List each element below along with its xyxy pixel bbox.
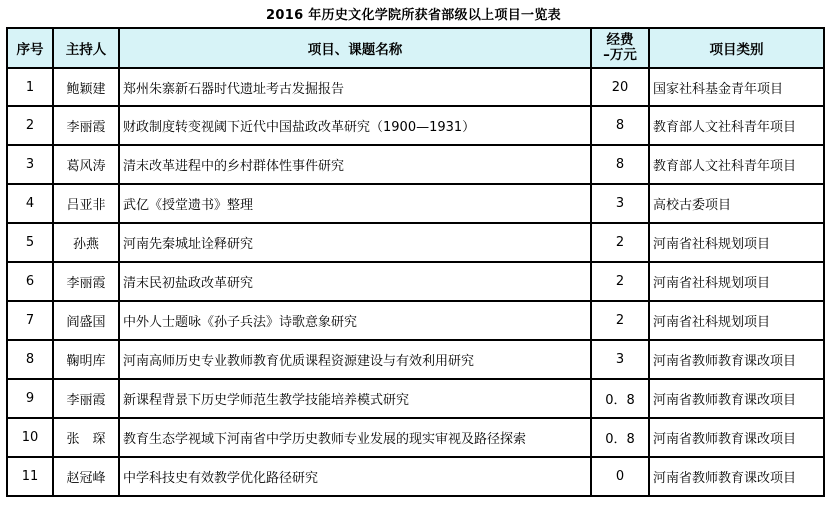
- cell-host: [53, 68, 119, 106]
- cell-host: [53, 262, 119, 301]
- cell-fund-text: 8: [615, 118, 625, 133]
- cell-host-text: 吕亚非: [66, 198, 106, 213]
- cell-name-text: 财政制度转变视阈下近代中国盐政改革研究（1900—1931）: [123, 120, 476, 135]
- cell-host: [53, 223, 119, 262]
- cell-name: [119, 418, 591, 457]
- cell-no: [7, 145, 53, 184]
- cell-fund: [591, 106, 649, 145]
- cell-name: [119, 223, 591, 262]
- cell-type-text: 高校古委项目: [653, 198, 732, 213]
- cell-fund: [591, 340, 649, 379]
- cell-fund-text: 2: [615, 274, 625, 289]
- table-row: [7, 223, 824, 262]
- cell-host-text: 李丽霞: [66, 393, 106, 408]
- table-row: [7, 418, 824, 457]
- cell-name: [119, 145, 591, 184]
- cell-no-text: 9: [25, 391, 35, 406]
- cell-fund: [591, 184, 649, 223]
- cell-name: [119, 262, 591, 301]
- cell-fund: [591, 262, 649, 301]
- header-row: [7, 28, 824, 68]
- cell-fund-text: 8: [615, 157, 625, 172]
- cell-type-text: 河南省社科规划项目: [653, 276, 771, 291]
- cell-host: [53, 184, 119, 223]
- cell-name: [119, 68, 591, 106]
- cell-name: [119, 379, 591, 418]
- header-fund-line1: 经费: [606, 32, 634, 48]
- cell-fund: [591, 457, 649, 496]
- cell-type: [649, 184, 824, 223]
- cell-fund-text: 0．8: [605, 393, 635, 408]
- cell-no: [7, 184, 53, 223]
- cell-name: [119, 301, 591, 340]
- cell-fund: [591, 418, 649, 457]
- cell-host: [53, 106, 119, 145]
- table-row: [7, 340, 824, 379]
- cell-type-text: 国家社科基金青年项目: [653, 81, 784, 97]
- cell-type: [649, 340, 824, 379]
- cell-no: [7, 262, 53, 301]
- cell-name-text: 清末民初盐政改革研究: [123, 276, 254, 291]
- cell-fund-text: 0．8: [605, 432, 635, 447]
- cell-type: [649, 223, 824, 262]
- cell-name-text: 武亿《授堂遗书》整理: [123, 198, 254, 213]
- cell-host: [53, 340, 119, 379]
- cell-no: [7, 301, 53, 340]
- cell-type-text: 河南省教师教育课改项目: [653, 393, 797, 408]
- cell-no-text: 11: [21, 469, 39, 484]
- table-row: [7, 457, 824, 496]
- cell-type-text: 教育部人文社科青年项目: [653, 120, 797, 135]
- cell-type-text: 河南省社科规划项目: [653, 315, 771, 330]
- table-row: [7, 68, 824, 106]
- cell-no-text: 4: [25, 196, 35, 211]
- table-row: [7, 145, 824, 184]
- cell-type: [649, 301, 824, 340]
- cell-name: [119, 184, 591, 223]
- cell-host-text: 李丽霞: [66, 276, 106, 291]
- cell-host: [53, 418, 119, 457]
- cell-fund-text: 20: [611, 79, 629, 95]
- header-fund: [591, 28, 649, 68]
- table-row: [7, 301, 824, 340]
- cell-host-text: 赵冠峰: [66, 471, 106, 486]
- cell-fund-text: 0: [615, 469, 625, 484]
- cell-fund-text: 3: [615, 196, 625, 211]
- table-row: [7, 106, 824, 145]
- cell-host: [53, 301, 119, 340]
- cell-type-text: 河南省教师教育课改项目: [653, 354, 797, 369]
- cell-type: [649, 106, 824, 145]
- cell-type: [649, 457, 824, 496]
- cell-host-text: 葛风涛: [66, 159, 106, 174]
- cell-no: [7, 457, 53, 496]
- cell-type-text: 河南省社科规划项目: [653, 237, 771, 252]
- cell-name-text: 河南先秦城址诠释研究: [123, 237, 254, 252]
- cell-host-text: 李丽霞: [66, 120, 106, 135]
- cell-fund: [591, 145, 649, 184]
- cell-no: [7, 68, 53, 106]
- cell-no-text: 5: [25, 235, 35, 250]
- cell-host-text: 鞠明库: [66, 354, 106, 369]
- cell-name-text: 中外人士题咏《孙子兵法》诗歌意象研究: [123, 315, 358, 330]
- cell-fund-text: 2: [615, 313, 625, 328]
- cell-type: [649, 262, 824, 301]
- cell-no-text: 2: [25, 118, 35, 133]
- cell-host: [53, 379, 119, 418]
- table-row: [7, 184, 824, 223]
- cell-name: [119, 340, 591, 379]
- cell-no: [7, 418, 53, 457]
- cell-type-text: 河南省教师教育课改项目: [653, 432, 797, 447]
- table-row: [7, 379, 824, 418]
- cell-no-text: 7: [25, 313, 35, 328]
- cell-host-text: 阎盛国: [66, 315, 106, 330]
- cell-fund: [591, 301, 649, 340]
- cell-name: [119, 457, 591, 496]
- cell-no: [7, 106, 53, 145]
- cell-no-text: 3: [25, 157, 35, 172]
- cell-name-text: 郑州朱寨新石器时代遗址考古发掘报告: [123, 81, 345, 97]
- cell-host-text: 张 琛: [66, 432, 106, 447]
- cell-no-text: 8: [25, 352, 35, 367]
- header-name: 项目、课题名称: [119, 28, 591, 68]
- header-fund-line2: –万元: [603, 47, 637, 63]
- cell-host: [53, 457, 119, 496]
- projects-table: [6, 27, 825, 497]
- cell-type: [649, 145, 824, 184]
- cell-name-text: 新课程背景下历史学师范生教学技能培养模式研究: [123, 393, 410, 408]
- page-title: 2016 年历史文化学院所获省部级以上项目一览表: [266, 8, 561, 23]
- cell-fund: [591, 223, 649, 262]
- cell-fund-text: 3: [615, 352, 625, 367]
- cell-no-text: 1: [25, 79, 35, 95]
- cell-host-text: 孙燕: [72, 237, 99, 252]
- header-type: 项目类别: [649, 28, 824, 68]
- cell-fund: [591, 68, 649, 106]
- cell-type-text: 教育部人文社科青年项目: [653, 159, 797, 174]
- header-host: 主持人: [53, 28, 119, 68]
- cell-fund: [591, 379, 649, 418]
- cell-name-text: 清末改革进程中的乡村群体性事件研究: [123, 159, 345, 174]
- cell-no-text: 10: [21, 430, 39, 445]
- cell-fund-text: 2: [615, 235, 625, 250]
- cell-type: [649, 379, 824, 418]
- cell-name: [119, 106, 591, 145]
- cell-type: [649, 418, 824, 457]
- cell-name-text: 教育生态学视域下河南省中学历史教师专业发展的现实审视及路径探索: [123, 432, 527, 447]
- cell-host-text: 鲍颖建: [66, 81, 106, 97]
- header-no: 序号: [7, 28, 53, 68]
- cell-no-text: 6: [25, 274, 35, 289]
- cell-type: [649, 68, 824, 106]
- cell-no: [7, 379, 53, 418]
- cell-no: [7, 340, 53, 379]
- cell-no: [7, 223, 53, 262]
- cell-type-text: 河南省教师教育课改项目: [653, 471, 797, 486]
- cell-name-text: 河南高师历史专业教师教育优质课程资源建设与有效利用研究: [123, 354, 475, 369]
- table-row: [7, 262, 824, 301]
- cell-name-text: 中学科技史有效教学优化路径研究: [123, 471, 319, 486]
- cell-host: [53, 145, 119, 184]
